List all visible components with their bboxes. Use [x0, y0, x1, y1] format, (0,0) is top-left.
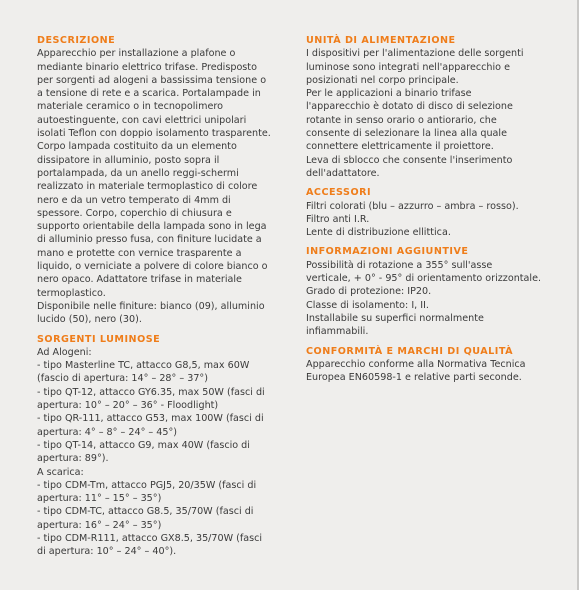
text-line: verticale, + 0° - 95° di orientamento orizzontale.: [306, 273, 542, 285]
text-line: Disponibile nelle finiture: bianco (09), alluminio: [37, 300, 265, 312]
section-sorgenti: [37, 333, 285, 559]
text-line: materiale ceramico o in tecnopolimero: [37, 101, 223, 113]
right-column: [306, 34, 558, 390]
heading-unita-alimentazione: UNITÀ DI ALIMENTAZIONE: [306, 35, 456, 46]
text-line: - tipo CDM-Tm, attacco PGJ5, 20/35W (fasci di: [37, 479, 257, 491]
section-descrizione: [37, 34, 285, 327]
text-line: portalampada, da un anello reggi-schermi: [37, 167, 239, 179]
text-line: liquido, o verniciate a polvere di colore bianco o: [37, 261, 268, 273]
text-line: Grado di protezione: IP20.: [306, 286, 432, 298]
text-line: Corpo lampada costituito da un elemento: [37, 141, 237, 153]
text-line: I dispositivi per l'alimentazione delle sorgenti: [306, 48, 524, 60]
text-line: realizzato in materiale termoplastico di colore: [37, 181, 258, 193]
text-descrizione: [37, 47, 285, 326]
text-line: A scarica:: [37, 466, 84, 478]
text-line: a tensione di rete e a scarica. Portalampade in: [37, 88, 261, 100]
text-line: connettere elettricamente il proiettore.: [306, 141, 494, 153]
text-line: mediante binario elettrico trifase. Predisposto: [37, 61, 257, 73]
text-line: dissipatore in alluminio, posto sopra il: [37, 154, 220, 166]
left-column: [37, 34, 285, 565]
text-line: (fascio di apertura: 14° – 28° – 37°): [37, 373, 208, 385]
text-conformita-marchi: [306, 358, 558, 385]
text-line: apertura: 89°).: [37, 453, 109, 465]
text-line: - tipo QR-111, attacco G53, max 100W (fasci di: [37, 413, 264, 425]
section-conformita: [306, 345, 558, 385]
heading-conformita-marchi: CONFORMITÀ E MARCHI DI QUALITÀ: [306, 345, 514, 357]
text-line: l'apparecchio è dotato di disco di selezione: [306, 101, 513, 113]
text-line: mano e protette con vernice trasparente a: [37, 247, 242, 259]
text-line: Ad Alogeni:: [37, 346, 92, 358]
text-line: luminose sono integrati nell'apparecchio e: [306, 61, 510, 73]
text-line: Classe di isolamento: I, II.: [306, 299, 429, 311]
text-line: apertura: 4° – 8° – 24° – 45°): [37, 426, 178, 438]
text-line: - tipo CDM-TC, attacco G8.5, 35/70W (fasci di: [37, 506, 254, 518]
text-line: Per le applicazioni a binario trifase: [306, 88, 472, 100]
text-line: autoestinguente, con cavi elettrici unipolari: [37, 114, 247, 126]
text-informazioni-aggiuntive: [306, 259, 558, 339]
text-line: spessore. Corpo, coperchio di chiusura e: [37, 207, 232, 219]
text-line: lucido (50), nero (30).: [37, 314, 142, 326]
text-line: Possibilità di rotazione a 355° sull'asse: [306, 259, 493, 271]
text-line: Leva di sblocco che consente l'inserimento: [306, 154, 513, 166]
text-line: Filtri colorati (blu – azzurro – ambra – rosso).: [306, 200, 519, 212]
text-line: - tipo QT-14, attacco G9, max 40W (fascio di: [37, 439, 250, 451]
text-line: per sorgenti ad alogeni a bassissima tensione o: [37, 74, 267, 86]
text-line: di apertura: 10° – 24° – 40°).: [37, 546, 177, 558]
text-line: Europea EN60598-1 e relative parti seconde.: [306, 372, 522, 384]
text-line: - tipo Masterline TC, attacco G8,5, max 60W: [37, 360, 250, 372]
text-line: Lente di distribuzione ellittica.: [306, 227, 451, 239]
text-line: Filtro anti I.R.: [306, 213, 370, 225]
text-sorgenti-luminose: [37, 346, 285, 559]
text-line: infiammabili.: [306, 326, 369, 338]
text-line: nero opaco. Adattatore trifase in materiale: [37, 274, 242, 286]
text-line: posizionati nel corpo principale.: [306, 74, 459, 86]
text-line: isolati Teflon con doppio isolamento trasparente.: [37, 128, 271, 140]
text-line: rotante in senso orario o antiorario, che: [306, 114, 497, 126]
text-line: dell'adattatore.: [306, 167, 380, 179]
text-line: termoplastico.: [37, 287, 106, 299]
text-line: nero e da un vetro temperato di 4mm di: [37, 194, 231, 206]
text-line: apertura: 16° – 24° – 35°): [37, 519, 162, 531]
section-informazioni: [306, 245, 558, 338]
heading-informazioni-aggiuntive: INFORMAZIONI AGGIUNTIVE: [306, 246, 469, 258]
text-line: Apparecchio conforme alla Normativa Tecnica: [306, 358, 526, 370]
text-line: - tipo CDM-R111, attacco GX8.5, 35/70W (fasci: [37, 532, 263, 544]
section-accessori: [306, 186, 558, 239]
section-alimentazione: [306, 34, 558, 180]
text-line: consente di selezionare la linea alla quale: [306, 128, 508, 140]
heading-accessori: ACCESSORI: [306, 187, 372, 199]
text-line: apertura: 10° – 20° – 36° - Floodlight): [37, 400, 219, 412]
heading-descrizione: DESCRIZIONE: [37, 35, 116, 46]
text-accessori: [306, 200, 558, 240]
text-line: - tipo QT-12, attacco GY6.35, max 50W (fasci di: [37, 386, 265, 398]
text-line: Installabile su superfici normalmente: [306, 312, 484, 324]
text-line: di alluminio presso fusa, con finiture lucidate a: [37, 234, 262, 246]
text-line: Apparecchio per installazione a plafone o: [37, 48, 236, 60]
text-unita-alimentazione: [306, 47, 558, 180]
text-line: supporto orientabile della lampada sono in lega: [37, 221, 267, 233]
heading-sorgenti-luminose: SORGENTI LUMINOSE: [37, 333, 161, 345]
text-line: apertura: 11° – 15° – 35°): [37, 493, 162, 505]
